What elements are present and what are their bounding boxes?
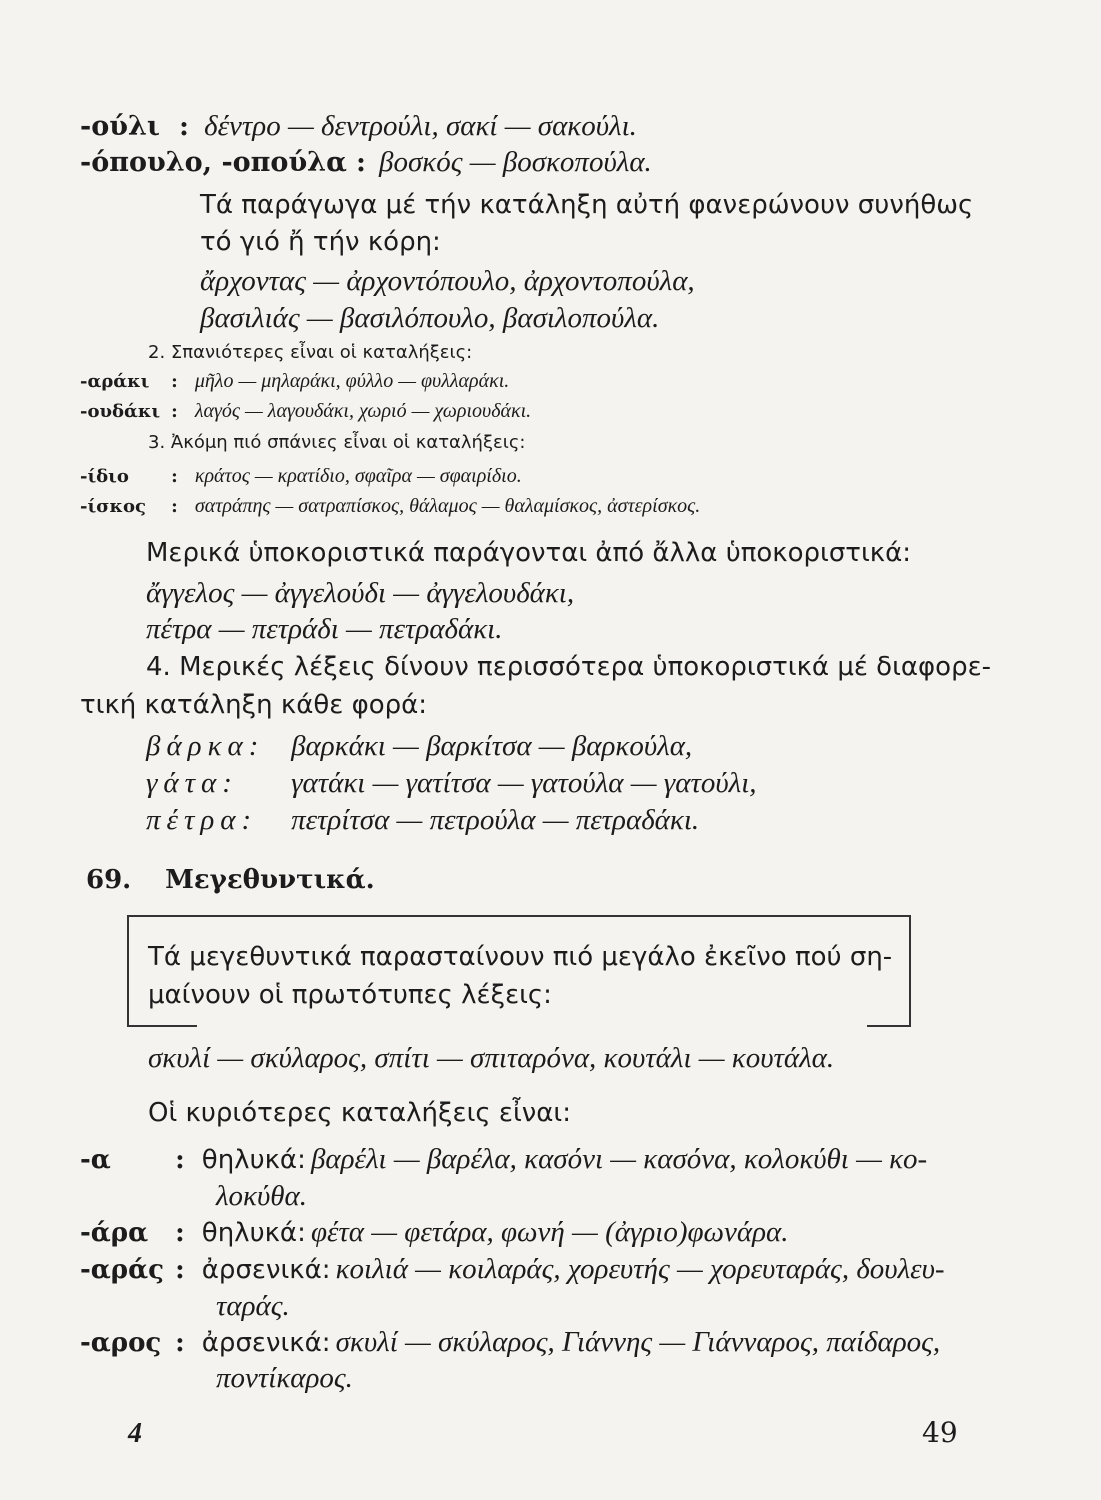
paragraph-line: Οἱ κυριότερες καταλήξεις εἶναι: <box>148 1098 571 1128</box>
gender-label: ἀρσενικά: <box>201 1328 331 1358</box>
suffix-label: -ίσκος <box>80 496 146 517</box>
page-number: 49 <box>922 1416 958 1449</box>
box-border-fragment <box>127 1025 197 1027</box>
suffix-label: -αράς <box>80 1255 164 1285</box>
example-text: σκυλί — σκύλαρος, Γιάννης — Γιάνναρος, παίδαρος, <box>335 1326 941 1358</box>
spaced-word: πέτρα: <box>146 804 258 836</box>
subsection-heading: 3. Ἀκόμη πιό σπάνιες εἶναι οἱ καταλήξεις: <box>148 432 526 453</box>
suffix-label: -αρος <box>80 1328 162 1358</box>
example-row <box>146 730 692 763</box>
colon: : <box>171 401 178 422</box>
entry-a <box>80 1143 927 1176</box>
example-text: δέντρο — δεντρούλι, σακί — σακούλι. <box>204 110 637 142</box>
suffix-label: -ίδιο <box>80 466 129 487</box>
suffix-label: -άρα <box>80 1218 149 1248</box>
example-line: ἄρχοντας — ἀρχοντόπουλο, ἀρχοντοπούλα, <box>200 265 695 297</box>
example-text: κράτος — κρατίδιο, σφαῖρα — σφαιρίδιο. <box>194 465 522 487</box>
colon: : <box>171 466 178 487</box>
example-row <box>146 804 699 837</box>
definition-line: Τά μεγεθυντικά παρασταίνουν πιό μεγάλο ἐκεῖνο πού ση- <box>148 942 893 972</box>
entry-iskos <box>80 495 700 518</box>
example-text: λαγός — λαγουδάκι, χωριό — χωριουδάκι. <box>194 400 532 422</box>
entry-ouli <box>80 110 637 143</box>
entry-aros <box>80 1326 940 1359</box>
colon: : <box>175 1218 185 1248</box>
paragraph-line: 4. Μερικές λέξεις δίνουν περισσότερα ὑποκοριστικά μέ διαφορε- <box>146 652 992 682</box>
gender-label: θηλυκά: <box>201 1218 306 1248</box>
section-title: Μεγεθυντικά. <box>165 865 375 895</box>
example-text: βαρέλι — βαρέλα, κασόνι — κασόνα, κολοκύθι — κο- <box>310 1143 928 1175</box>
example-text: φέτα — φετάρα, φωνή — (ἀγριο)φωνάρα. <box>310 1216 789 1248</box>
example-line: ἄγγελος — ἀγγελούδι — ἀγγελουδάκι, <box>146 577 575 609</box>
colon: : <box>175 1145 185 1175</box>
suffix-label: -αράκι <box>80 371 150 392</box>
example-line: βασιλιάς — βασιλόπουλο, βασιλοπούλα. <box>200 302 660 334</box>
spaced-word: γάτα: <box>146 767 238 799</box>
paragraph-line: τό γιό ἤ τήν κόρη: <box>200 227 441 257</box>
signature-mark: 4 <box>128 1418 142 1449</box>
spaced-word: βάρκα: <box>146 730 265 762</box>
paragraph-line: τική κατάληξη κάθε φορά: <box>80 690 428 720</box>
suffix-label: -όπουλο, -οπούλα <box>80 147 347 178</box>
section-number: 69. <box>86 865 132 895</box>
colon: : <box>171 371 178 392</box>
example-continuation: λοκύθα. <box>216 1180 308 1212</box>
colon: : <box>175 1255 185 1285</box>
box-border-fragment <box>867 1025 909 1027</box>
subsection-heading: 2. Σπανιότερες εἶναι οἱ καταλήξεις: <box>148 342 473 363</box>
example-text: βαρκάκι — βαρκίτσα — βαρκούλα, <box>291 730 693 762</box>
section-heading <box>86 865 375 895</box>
suffix-label: -α <box>80 1145 111 1175</box>
definition-line: μαίνουν οἱ πρωτότυπες λέξεις: <box>148 980 552 1010</box>
example-continuation: ποντίκαρος. <box>216 1362 353 1394</box>
example-row <box>146 767 757 800</box>
example-text: μῆλο — μηλαράκι, φύλλο — φυλλαράκι. <box>194 370 510 392</box>
example-line: πέτρα — πετράδι — πετραδάκι. <box>146 613 503 645</box>
colon: : <box>171 496 178 517</box>
entry-ara <box>80 1216 789 1249</box>
colon: : <box>355 147 366 178</box>
example-text: βοσκός — βοσκοπούλα. <box>379 146 652 178</box>
example-text: γατάκι — γατίτσα — γατούλα — γατούλι, <box>291 767 757 799</box>
suffix-label: -ουδάκι <box>80 401 161 422</box>
paragraph-line: Τά παράγωγα μέ τήν κατάληξη αὐτή φανερώνουν συνήθως <box>200 190 974 220</box>
example-continuation: ταράς. <box>216 1290 290 1322</box>
example-text: κοιλιά — κοιλαράς, χορευτής — χορευταράς, δουλευ- <box>335 1253 945 1285</box>
entry-araki <box>80 370 509 393</box>
colon: : <box>179 111 190 142</box>
example-text: πετρίτσα — πετρούλα — πετραδάκι. <box>291 804 700 836</box>
entry-oudaki <box>80 400 531 423</box>
example-line: σκυλί — σκύλαρος, σπίτι — σπιταρόνα, κουτάλι — κουτάλα. <box>148 1042 835 1074</box>
suffix-label: -ούλι <box>80 111 160 142</box>
entry-aras <box>80 1253 945 1286</box>
gender-label: ἀρσενικά: <box>201 1255 331 1285</box>
gender-label: θηλυκά: <box>201 1145 306 1175</box>
paragraph-line: Μερικά ὑποκοριστικά παράγονται ἀπό ἄλλα ὑποκοριστικά: <box>146 538 911 568</box>
entry-idio <box>80 465 522 488</box>
example-text: σατράπης — σατραπίσκος, θάλαμος — θαλαμίσκος, ἀστερίσκος. <box>194 495 701 517</box>
entry-opoulo <box>80 146 652 179</box>
colon: : <box>175 1328 185 1358</box>
